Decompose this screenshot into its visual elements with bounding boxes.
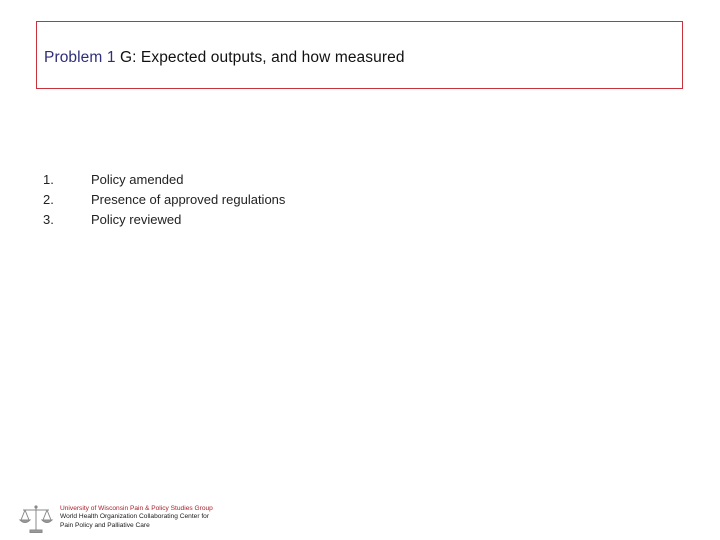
scale-of-justice-icon <box>18 504 54 534</box>
list-item <box>43 170 285 190</box>
footer-care-line: Pain Policy and Palliative Care <box>60 521 150 529</box>
list-item <box>43 190 285 210</box>
list-item-number: 2. <box>43 192 54 207</box>
outputs-list <box>43 170 285 230</box>
list-item <box>43 210 285 230</box>
slide-title <box>44 49 405 67</box>
title-text: G: Expected outputs, and how measured <box>115 49 405 66</box>
list-item-text: Policy reviewed <box>91 212 182 227</box>
footer-org-line: University of Wisconsin Pain & Policy Studies Group <box>60 505 213 512</box>
list-item-text: Policy amended <box>91 172 184 187</box>
footer-text <box>60 505 213 530</box>
list-item-text: Presence of approved regulations <box>91 192 286 207</box>
footer <box>18 503 318 537</box>
list-item-number: 3. <box>43 212 54 227</box>
list-item-number: 1. <box>43 172 54 187</box>
title-problem-label: Problem 1 <box>44 49 116 66</box>
footer-who-line: World Health Organization Collaborating Center for <box>60 513 210 521</box>
title-box <box>36 21 683 89</box>
